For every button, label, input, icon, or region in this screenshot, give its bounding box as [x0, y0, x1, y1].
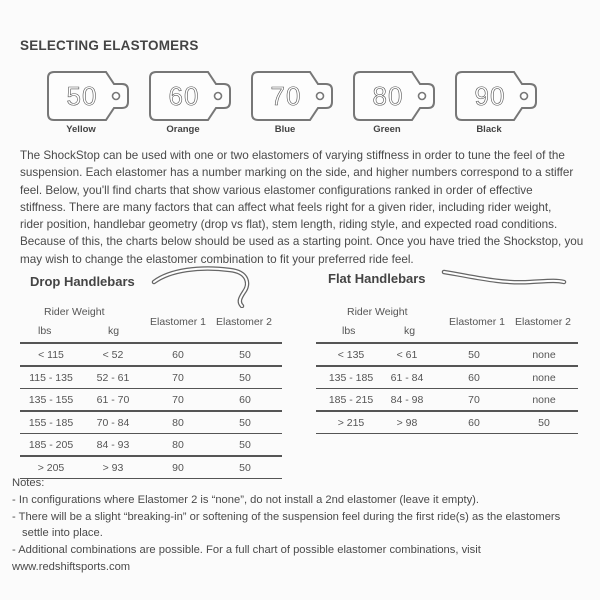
description-line: The ShockStop can be used with one or two elastomers of varying stiffness in order to tune the feel of the: [20, 149, 565, 162]
flat-header-kg: kg: [404, 325, 416, 337]
description-line: suspension. Each elastomer has a number marking on the side, and higher numbers correspond to a stiffer: [20, 166, 574, 180]
elastomer-color-label: Yellow: [66, 124, 96, 135]
table-cell-e1: 60: [468, 416, 480, 429]
drop-header-kg: kg: [108, 325, 120, 337]
table-cell-lbs: > 215: [337, 416, 365, 429]
table-cell-kg: 61 - 84: [390, 371, 424, 384]
flat-header-elastomer-2: Elastomer 2: [515, 316, 572, 328]
flat-handlebar-icon: [440, 262, 570, 292]
flat-header-lbs: lbs: [342, 325, 356, 337]
table-cell-lbs: 185 - 205: [28, 439, 74, 451]
table-cell-e1: 80: [172, 439, 184, 451]
table-cell-e2: 50: [239, 439, 251, 451]
drop-header-elastomer-1: Elastomer 1: [150, 316, 207, 328]
table-cell-lbs: < 115: [38, 349, 64, 361]
table-cell-e1: 60: [172, 349, 184, 361]
description-line: rider position, handlebar geometry (drop vs flat), stem length, riding style, and expected road conditions.: [20, 218, 558, 232]
row-rule: [316, 433, 578, 435]
flat-header-elastomer-1: Elastomer 1: [449, 316, 506, 328]
note-line: settle into place.: [22, 527, 103, 540]
table-cell-e1: 70: [468, 394, 480, 406]
table-cell-e1: 90: [172, 461, 184, 474]
table-cell-kg: > 93: [102, 461, 124, 474]
drop-table-title: Drop Handlebars: [30, 274, 135, 289]
description-line: Because of this, the charts below should be used as a starting point. Once you have tried the Shockstop, you: [20, 235, 584, 249]
table-cell-e1: 70: [172, 371, 184, 384]
table-row: [20, 389, 282, 411]
table-row: [316, 367, 578, 389]
drop-handlebar-icon: [150, 262, 260, 308]
table-row: [20, 367, 282, 389]
table-cell-e1: 60: [468, 371, 480, 384]
table-cell-e1: 50: [468, 349, 480, 361]
table-cell-e1: 70: [172, 394, 184, 406]
table-cell-e2: 60: [239, 394, 251, 406]
table-cell-kg: 52 - 61: [96, 371, 130, 384]
table-cell-kg: < 52: [102, 349, 124, 361]
flat-table-title: Flat Handlebars: [328, 271, 426, 286]
note-line: - There will be a slight “breaking-in” or softening of the suspension feel during the first ride(s) as the elastomers: [12, 510, 561, 523]
table-cell-e2: 50: [239, 371, 251, 384]
table-cell-lbs: 185 - 215: [328, 394, 374, 406]
elastomer-number: 70: [270, 81, 302, 111]
note-line: - Additional combinations are possible. For a full chart of possible elastomer combinations, visit: [12, 544, 481, 557]
table-cell-e2: 50: [239, 461, 251, 474]
table-row: [316, 389, 578, 411]
table-cell-e2: 50: [239, 416, 251, 429]
table-cell-lbs: 135 - 185: [328, 371, 374, 384]
table-row: [316, 344, 578, 366]
elastomer-color-label: Black: [476, 124, 502, 135]
note-line: - In configurations where Elastomer 2 is “none”, do not install a 2nd elastomer (leave it empty).: [12, 493, 479, 506]
table-cell-lbs: < 135: [337, 349, 365, 361]
description-paragraph: [20, 147, 586, 268]
elastomer-number: 80: [372, 81, 404, 111]
table-cell-lbs: 115 - 135: [29, 371, 73, 384]
table-cell-lbs: > 205: [37, 461, 65, 474]
table-cell-e2: none: [532, 394, 556, 406]
drop-header-elastomer-2: Elastomer 2: [216, 316, 273, 328]
section-title: SELECTING ELASTOMERS: [20, 38, 199, 53]
description-line: stiffness. There are many factors that can affect what feels right for a given rider, including rider weight,: [20, 200, 552, 214]
table-cell-e2: 50: [538, 416, 550, 429]
description-line: may wish to change the elastomer combination to fit your preferred ride feel.: [20, 252, 414, 266]
elastomer-tag: [148, 70, 234, 122]
table-cell-lbs: 155 - 185: [28, 416, 74, 429]
table-cell-lbs: 135 - 155: [28, 394, 74, 406]
drop-header-rider-weight: Rider Weight: [44, 306, 105, 318]
elastomer-color-label: Green: [373, 124, 401, 135]
elastomer-color-label: Orange: [166, 124, 200, 135]
elastomer-number: 50: [66, 81, 98, 111]
table-row: [20, 434, 282, 456]
drop-header-lbs: lbs: [38, 325, 52, 337]
elastomer-tag: [454, 70, 540, 122]
note-line: www.redshiftsports.com: [12, 560, 131, 573]
flat-header-rider-weight: Rider Weight: [347, 306, 408, 318]
elastomer-tag: [352, 70, 438, 122]
table-cell-kg: > 98: [396, 416, 418, 429]
table-row: [20, 344, 282, 366]
table-cell-e2: none: [532, 349, 556, 361]
elastomer-number: 60: [168, 81, 200, 111]
elastomer-tag: [250, 70, 336, 122]
table-cell-kg: 84 - 93: [96, 439, 130, 451]
elastomer-tag: [46, 70, 132, 122]
elastomer-number: 90: [474, 81, 506, 111]
table-cell-kg: 84 - 98: [390, 394, 424, 406]
elastomer-color-label: Blue: [274, 124, 296, 135]
table-cell-kg: 70 - 84: [96, 416, 130, 429]
table-cell-e2: none: [532, 371, 556, 384]
table-cell-kg: 61 - 70: [96, 394, 130, 406]
table-cell-e1: 80: [172, 416, 184, 429]
notes-section: [12, 475, 592, 576]
description-line: feel. Below, you'll find charts that show various elastomer configurations ranked in order of effective: [20, 183, 533, 197]
table-cell-kg: < 61: [396, 349, 418, 361]
table-cell-e2: 50: [239, 349, 251, 361]
notes-heading: Notes:: [12, 477, 45, 489]
table-row: [20, 412, 282, 434]
table-row: [316, 412, 578, 434]
